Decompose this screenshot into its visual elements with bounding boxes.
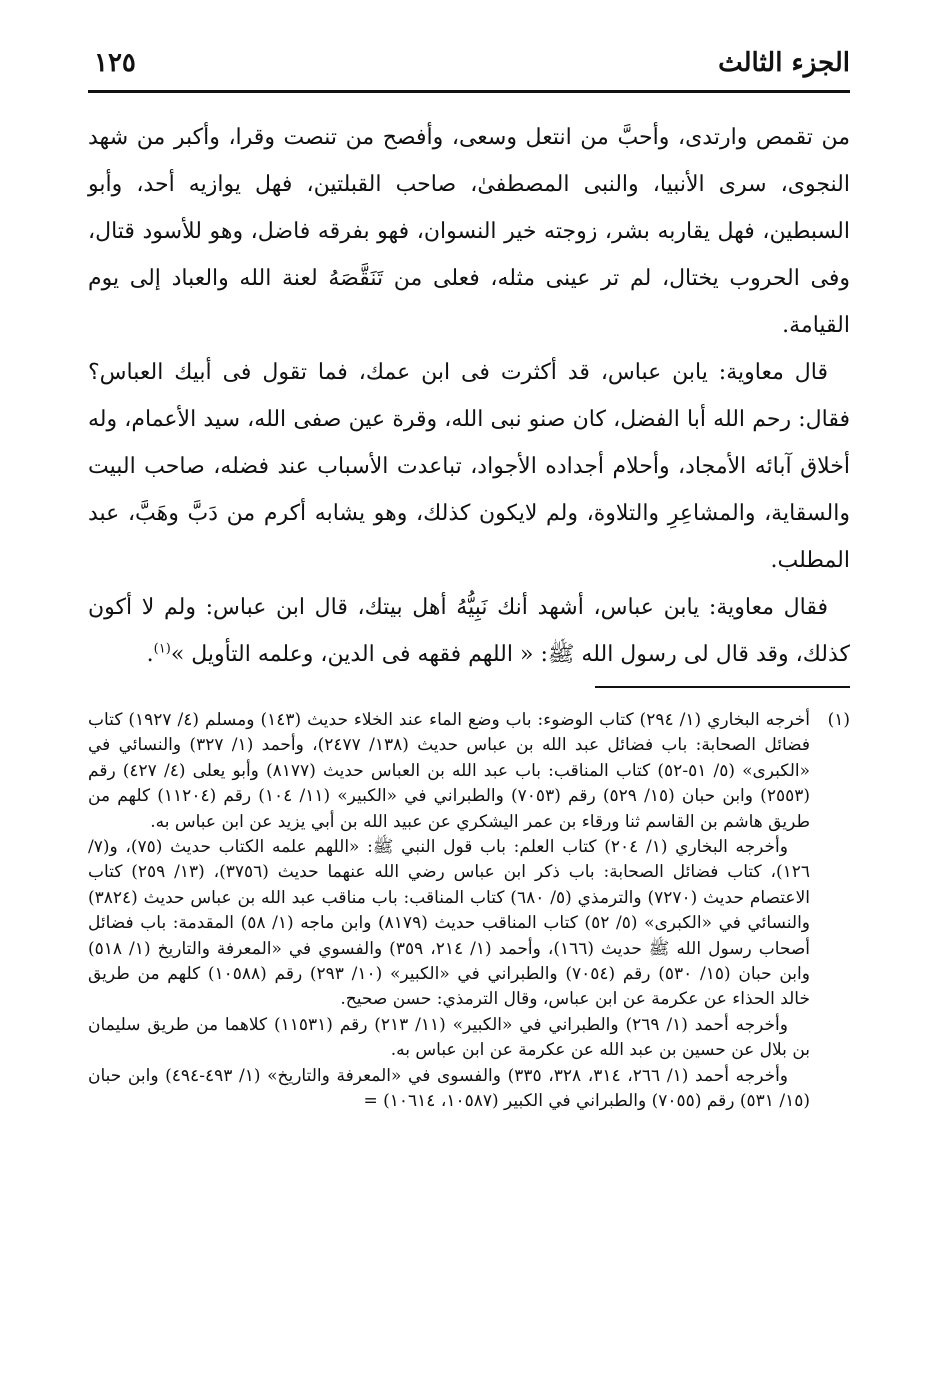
main-text <box>88 114 850 678</box>
footnotes-section <box>88 708 850 1115</box>
main-paragraph-3 <box>88 584 850 678</box>
main-paragraph-2: قال معاوية: يابن عباس، قد أكثرت فى ابن عمك، فما تقول فى أبيك العباس؟ فقال: رحم الله أبا الفضل، كان صنو نبى الله، وقرة عين صفى الله، سيد الأعمام، وله أخلاق آبائه الأمجاد، وأحلام أجداده الأجواد، تباعدت الأسباب عند فضله، صاحب البيت والسقاية، والمشاعِرِ والتلاوة، ولم لايكون كذلك، وهو يشابه أكرم من دَبَّ وهَبَّ، عبد المطلب. <box>88 360 850 573</box>
page-number: ١٢٥ <box>94 48 136 78</box>
main-paragraph-3-text: فقال معاوية: يابن عباس، أشهد أنك نَبِيُّهُ أهل بيتك، قال ابن عباس: ولم لا أكون كذلك، وقد قال لى رسول الله ﷺ: « اللهم فقهه فى الدين، وعلمه التأويل » <box>88 595 850 667</box>
footnote-reference[interactable]: (١) <box>153 641 171 657</box>
footnote-rule <box>595 686 850 688</box>
closing-period: . <box>146 642 154 667</box>
main-paragraph-1: من تقمص وارتدى، وأحبَّ من انتعل وسعى، وأفصح من تنصت وقرا، وأكبر من شهد النجوى، سرى الأنبيا، والنبى المصطفىٰ، صاحب القبلتين، فهل يوازيه أحد، وأبو السبطين، فهل يقاربه بشر، زوجته خير النسوان، فهو بفرقه فاضل، وهو للأسود قتال، وفى الحروب يختال، لم تر عينى مثله، فعلى من تَنَقَّصَهُ لعنة الله والعباد إلى يوم القيامة. <box>88 125 850 338</box>
book-page <box>88 40 850 1340</box>
footnote-1 <box>88 708 850 1115</box>
running-head: الجزء الثالث <box>718 48 850 78</box>
footnote-paragraph-1: أخرجه البخاري (١/ ٢٩٤) كتاب الوضوء: باب وضع الماء عند الخلاء حديث (١٤٣) ومسلم (٤/ ١٩٢٧) كتاب فضائل الصحابة: باب فضائل عبد الله بن عباس حديث (١٣٨/ ٢٤٧٧)، وأحمد (١/ ٣٢٧) والنسائي في «الكبرى» (٥/ ٥١-٥٢) كتاب المناقب: باب عبد الله بن العباس حديث (٨١٧٧) وأبو يعلى (٤/ ٤٢٧) رقم (٢٥٥٣) وابن حبان (١٥/ ٥٢٩) رقم (٧٠٥٣) والطبراني في «الكبير» (١١/ ١٠٤) رقم (١١٢٠٤) كلهم من طريق هاشم بن القاسم ثنا ورقاء بن عمر اليشكري عن عبيد الله بن أبي يزيد عن ابن عباس به. <box>88 710 810 832</box>
footnote-paragraph-4: وأخرجه أحمد (١/ ٢٦٦، ٣١٤، ٣٢٨، ٣٣٥) والفسوى في «المعرفة والتاريخ» (١/ ٤٩٣-٤٩٤) وابن حبان (١٥/ ٥٣١) رقم (٧٠٥٥) والطبراني في الكبير (١٠٥٨٧، ١٠٦١٤) = <box>88 1065 810 1112</box>
page-header <box>88 40 850 86</box>
footnote-body <box>88 708 810 1115</box>
header-rule <box>88 90 850 93</box>
footnote-paragraph-2: وأخرجه البخاري (١/ ٢٠٤) كتاب العلم: باب قول النبي ﷺ: «اللهم علمه الكتاب حديث (٧٥)، و(٧/ ١٢٦)، كتاب فضائل الصحابة: باب ذكر ابن عباس رضي الله عنهما حديث (٣٧٥٦)، (١٣/ ٢٥٩) كتاب الاعتصام حديث (٧٢٧٠) والترمذي (٥/ ٦٨٠) كتاب المناقب: باب مناقب عبد الله بن عباس حديث (٣٨٢٤) والنسائي في «الكبرى» (٥/ ٥٢) كتاب المناقب حديث (٨١٧٩) وابن ماجه (١/ ٥٨) المقدمة: باب فضائل أصحاب رسول الله ﷺ حديث (١٦٦)، وأحمد (١/ ٢١٤، ٣٥٩) والفسوي في «المعرفة والتاريخ (١/ ٥١٨) وابن حبان (١٥/ ٥٣٠) رقم (٧٠٥٤) والطبراني في «الكبير» (١٠/ ٢٩٣) رقم (١٠٥٨٨) كلهم من طريق خالد الحذاء عن عكرمة عن ابن عباس، وقال الترمذي: حسن صحيح. <box>88 837 811 1010</box>
footnote-marker: (١) <box>827 710 850 730</box>
footnote-paragraph-3: وأخرجه أحمد (١/ ٢٦٩) والطبراني في «الكبير» (١١/ ٢١٣) رقم (١١٥٣١) كلاهما من طريق سليمان بن بلال عن حسين بن عبد الله عن عكرمة عن ابن عباس به. <box>88 1014 810 1061</box>
